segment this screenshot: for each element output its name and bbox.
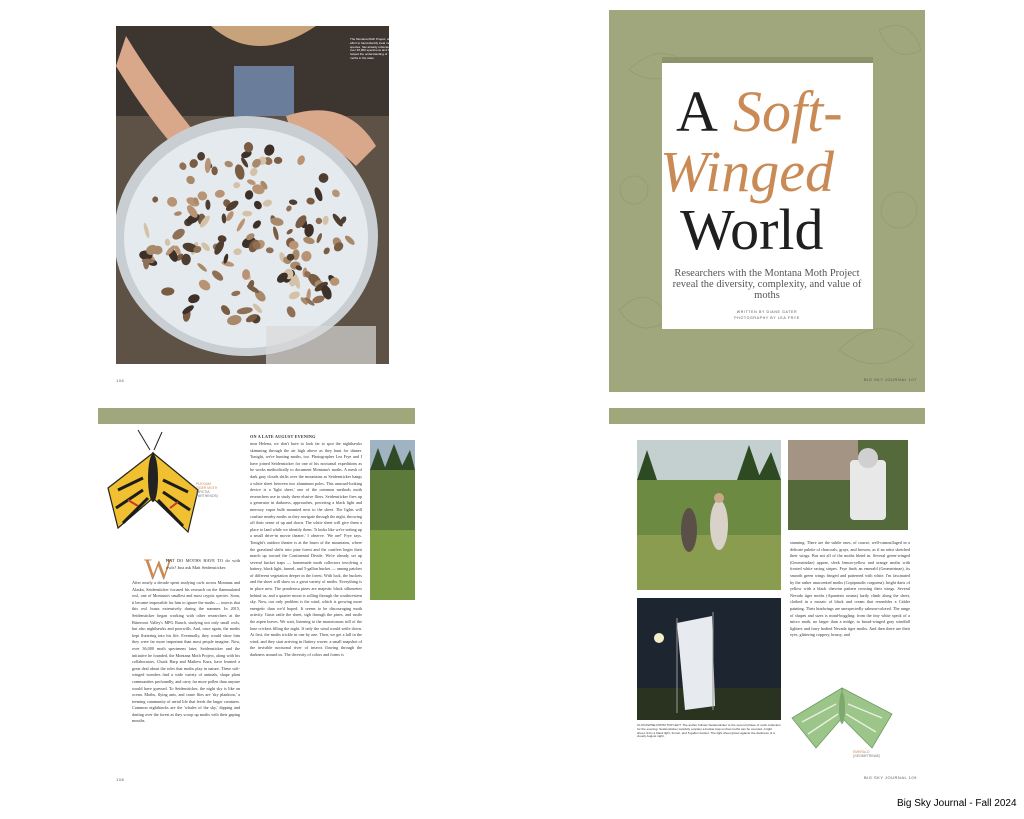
column2-lead: ON A LATE AUGUST EVENING	[250, 434, 316, 439]
photo-caption-field: CLOCKWISE FROM TOP LEFT: The author follows Seidensticker to the second phase of moth collection for the evening. Seidensticker carefully empties a bucket trap so that moths can be counted. A light sheet, lit by a black light, funnel, and 5-gallon bucket. The light sheet glows against the darkness of a cloudy August night.	[637, 723, 781, 739]
light-sheet-illustration	[637, 598, 781, 720]
byline-photographer: PHOTOGRAPHY BY LEA FRYE	[734, 316, 800, 320]
title-winged: Winged	[660, 139, 834, 204]
folio-left-spread2: 108	[116, 777, 125, 782]
moth-specimen	[242, 211, 252, 217]
folio-right-spread1: BIG SKY JOURNAL 107	[864, 377, 917, 382]
column1-lead: HAT DO MOTHS HAVE TO do with owls? Just ask Matt Seidensticker.	[166, 558, 240, 570]
moth-tray-photo	[116, 26, 389, 364]
emerald-moth-illustration	[786, 668, 898, 754]
title-panel-bar	[662, 57, 873, 63]
right-column-body: stunning. There are the subtle ones, of course, well-camouflaged in a delicate palette of charcoals, grays, and browns, as if an artist sketched their wings. But not all of the moths blend in. Several green-winged (Geometridae) appear, sleek lemon-yellow and orange moths with frosted white racing stripes. Frye finds an emerald (Geometrinae), its smooth green wings fringed and patterned with white. I'm fascinated by the rather unaccented moths (Copipanolis corguena), bright darts of yellow with a black chevron pattern crossing their wings. Several Nevada tiger moths (Apantesis ornata) lazily climb along the sheet, clothed in a mosaic of black and cream that resembles a Calder painting. Their hindwings are unexpectedly salmon-colored. The range of shapes and sizes is mind-boggling: from the tiny white speck of a micro moth, no larger than a midge, to broad-winged gray windfall lighters and furry bodied Nevada tiger moths. And then there are their eyes, glittering coppery, brassy, and	[790, 540, 910, 638]
photo-caption-moth-tray: The Montana Moth Project, an effort to hand-identify local moth species, has already collected over 36,000 specimens and has helped the understanding of moths in the state.	[350, 37, 393, 60]
column2-body: near Helena, we don't have to look far to spot the nighthawks skimming through the air high above as they hunt for dinner. Tonight, we're hunting moths, too. Photographer Lea Frye and I have joined Seidensticker for one of his nocturnal expeditions as he works methodically to document Montana's moths. A mesh of dark gray clouds shifts over the mountains as Seidensticker hangs a white sheet between two aluminum poles. This unusual-looking device is a 'light sheet,' one of the common methods moth researchers use to study these elusive fliers. Seidensticker fires up a generator in darkness, approaches, powering a black light and mercury vapor bulb mounted next to the sheet. The lights will confuse nearby moths as they navigate through the night, throwing off their sense of up and down. The white sheet will give them a place to land while we identify them. 'It looks like we're setting up a small drive-in movie theater,' I observe. 'We are!' Frye says. Tonight's outdoor theater is at the bases of the mountains, where the grassland shifts into pine forest and the conifers begin their march up toward the Continental Divide. We're already set up several bucket traps — homemade moth collectors involving a battery, black light, funnel, and 5-gallon bucket — among patches of different vegetation deeper in the forest. With luck, the buckets and the sheet will show us a great variety of moths. Everything is in place now. The ponderosa pines are majestic black silhouettes behind us, and a quarter moon is rolling through the southwestern sky. Now, our only problem is the wind, which is growing more energetic than we'd hoped. It seems to be discouraging moth activity. Gusts rattle the sheet, sigh through the pines, and rustle the aspen leaves. We wait, listening to the monotonous trill of the lone crickets filling the night. If only the wind would settle down. At first, the moths trickle in one by one. Then, we get a lull in the wind, and they start arriving in fluttery waves: a small snapshot of the invisible nocturnal river of insects flowing through the darkness around us. The diversity of colors and forms is	[250, 441, 362, 657]
bucket-trap-illustration	[788, 440, 908, 530]
folio-left-spread1: 106	[116, 378, 125, 383]
tiger-moth-illustration	[98, 428, 208, 546]
tiger-moth-label-4: PARTHENOS)	[196, 494, 218, 498]
light-sheet-photo	[637, 598, 781, 720]
tiger-moth-label-2: TIGER MOTH	[196, 486, 218, 490]
forest-strip-photo	[370, 440, 415, 600]
emerald-moth-label-1: EMERALD	[853, 750, 870, 754]
title-soft: Soft-	[733, 79, 843, 144]
drop-cap: W	[144, 553, 173, 586]
title-a: A	[676, 79, 718, 144]
tiger-moth-image	[98, 428, 208, 546]
field-walk-illustration	[637, 440, 781, 590]
tiger-moth-label-1: PLEXIUM	[196, 482, 211, 486]
bucket-trap-photo	[788, 440, 908, 530]
forest-illustration	[370, 440, 415, 600]
folio-right-spread2: BIG SKY JOURNAL 109	[864, 775, 917, 780]
emerald-moth-image	[786, 668, 898, 754]
moth-tray-illustration	[116, 26, 389, 364]
column1-body: After nearly a decade spent studying owls across Montana and Alaska, Seidensticker focused his research on the flammulated owl, one of Montana's smallest and most cryptic species. Soon, it became impossible for him to ignore the moths — insects that this owl hunts extensively during the summer. In 2015, Seidensticker began working with other researchers at the Bitterroot Valley's MPG Ranch, studying not only small owls, but also nighthawks and poorwills. And, once again, the moths kept fluttering into his life. Eventually, they would show him they were far more important than most people imagine. Now, over 36,000 moth specimens later, Seidensticker and the initiative he founded, the Montana Moth Project, along with his collaborators, Chuck Harp and Mathew Kurz, have learned a great deal about the roles that moths play in nature. These soft-winged wonders find a wide variety of animals, shape plant communities profoundly, and carry far more pollen than anyone would have guessed. To Seidensticker, the night sky is like an ocean. Moths, flying ants, and crane flies are 'sky plankton,' a teeming community of aerial life that feeds the larger creatures. Common nighthawks are the 'whales of the sky,' dipping and darting over the forest as they scoop up moths with their gaping mouths.	[132, 580, 240, 724]
emerald-moth-label-2: (GEOMETRINAE)	[853, 754, 881, 758]
byline-writer: WRITTEN BY DIANE GATER	[736, 310, 798, 314]
source-label: Big Sky Journal - Fall 2024	[897, 798, 1017, 809]
sage-header-bar-left	[98, 408, 415, 424]
title-world: World	[680, 197, 824, 262]
article-deck: Researchers with the Montana Moth Project reveal the diversity, complexity, and value of moths	[672, 268, 862, 301]
tiger-moth-label-3: (ARCTIA	[196, 490, 210, 494]
sage-header-bar-right	[609, 408, 925, 424]
field-walk-photo	[637, 440, 781, 590]
